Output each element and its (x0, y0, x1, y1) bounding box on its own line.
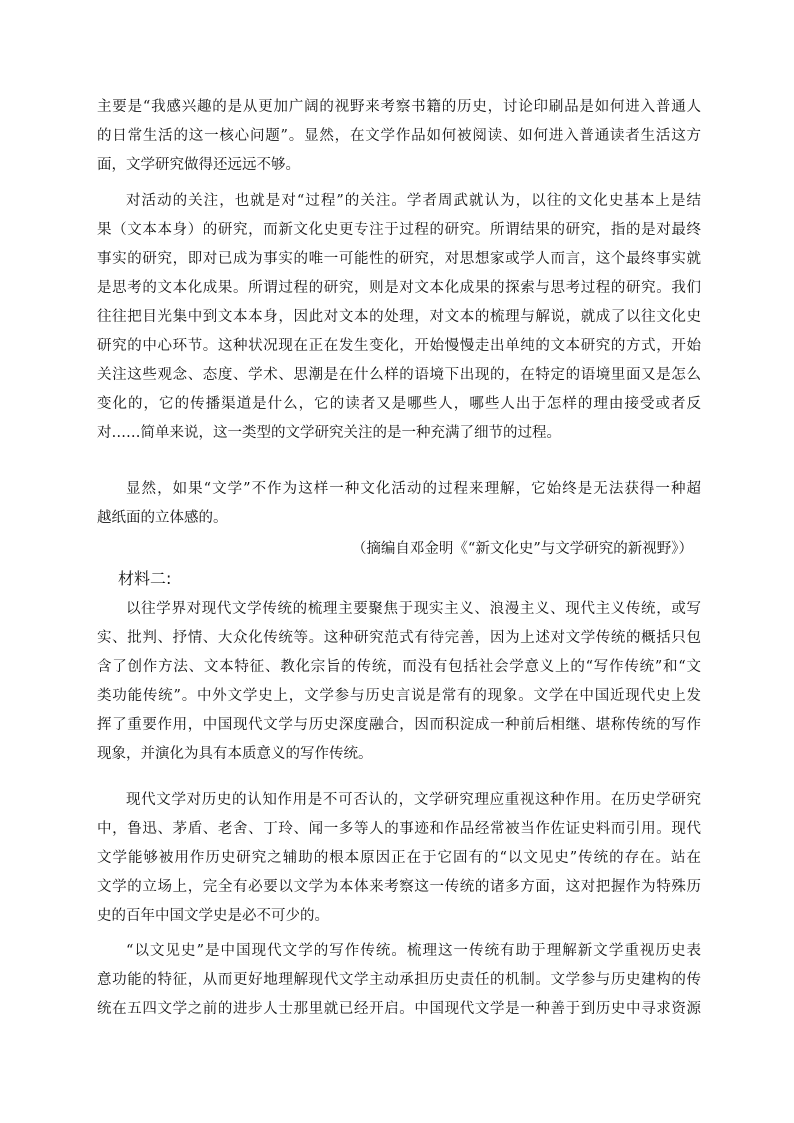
material-one-paragraph-1 (97, 93, 701, 180)
text-line: 面，文学研究做得还远远不够。 (97, 157, 300, 173)
material-one-paragraph-3 (97, 475, 701, 533)
material-two-paragraph-3 (97, 937, 701, 1024)
source-citation: （摘编自邓金明《“新文化史”与文学研究的新视野》） (351, 541, 693, 557)
material-two-paragraph-2 (97, 786, 701, 931)
text-line: 以往学界对现代文学传统的梳理主要聚焦于现实主义、浪漫主义、现代主义传统，或写 (126, 601, 701, 617)
text-line: “以文见史”是中国现代文学的写作传统。梳理这一传统有助于理解新文学重视历史表 (126, 943, 701, 959)
text-line: 文学的立场上，完全有必要以文学为本体来考察这一传统的诸多方面，这对把握作为特殊历 (97, 879, 701, 895)
text-line: 果（文本本身）的研究，而新文化史更专注于过程的研究。所谓结果的研究，指的是对最终 (97, 222, 701, 238)
text-line: 类功能传统”。中外文学史上，文学参与历史言说是常有的现象。文学在中国近现代史上发 (97, 688, 701, 704)
text-line: 文学能够被用作历史研究之辅助的根本原因正在于它固有的“以文见史”传统的存在。站在 (97, 850, 701, 866)
text-line: 对……简单来说，这一类型的文学研究关注的是一种充满了细节的过程。 (97, 425, 561, 441)
text-line: 统在五四文学之前的进步人士那里就已经开启。中国现代文学是一种善于到历史中寻求资源 (97, 1001, 701, 1017)
text-line: 主要是“我感兴趣的是从更加广阔的视野来考察书籍的历史，讨论印刷品是如何进入普通人 (97, 99, 701, 115)
text-line: 意功能的特征，从而更好地理解现代文学主动承担历史责任的机制。文学参与历史建构的传 (97, 972, 701, 988)
text-line: 越纸面的立体感的。 (97, 510, 228, 526)
text-line: 是思考的文本化成果。所谓过程的研究，则是对文本化成果的探索与思考过程的研究。我们 (97, 280, 701, 296)
text-line: 的日常生活的这一核心问题”。显然，在文学作品如何被阅读、如何进入普通读者生活这方 (97, 128, 701, 144)
text-line: 变化的，它的传播渠道是什么，它的读者又是哪些人，哪些人出于怎样的理由接受或者反 (97, 396, 701, 412)
text-line: 往往把目光集中到文本本身，因此对文本的处理，对文本的梳理与解说，就成了以往文化史 (97, 309, 701, 325)
text-line: 关注这些观念、态度、学术、思潮是在什么样的语境下出现的，在特定的语境里面又是怎么 (97, 367, 701, 383)
material-one-paragraph-2 (97, 187, 701, 448)
text-line: 显然，如果“文学”不作为这样一种文化活动的过程来理解，它始终是无法获得一种超 (126, 481, 701, 497)
text-line: 现象，并演化为具有本质意义的写作传统。 (97, 746, 373, 762)
text-line: 中，鲁迅、茅盾、老舍、丁玲、闻一多等人的事迹和作品经常被当作佐证史料而引用。现代 (97, 821, 701, 837)
section-heading: 材料二: (118, 569, 172, 588)
text-line: 实、批判、抒情、大众化传统等。这种研究范式有待完善，因为上述对文学传统的概括只包 (97, 630, 701, 646)
text-line: 对活动的关注，也就是对“过程”的关注。学者周武就认为，以往的文化史基本上是结 (126, 193, 701, 209)
text-line: 史的百年中国文学史是必不可少的。 (97, 908, 329, 924)
text-line: 研究的中心环节。这种状况现在正在发生变化，开始慢慢走出单纯的文本研究的方式，开始 (97, 338, 701, 354)
text-line: 含了创作方法、文本特征、教化宗旨的传统，而没有包括社会学意义上的“写作传统”和“文 (97, 659, 701, 675)
material-two-paragraph-1 (97, 595, 701, 769)
text-line: 现代文学对历史的认知作用是不可否认的，文学研究理应重视这种作用。在历史学研究 (126, 792, 701, 808)
text-line: 事实的研究，即对已成为事实的唯一可能性的研究，对思想家或学人而言，这个最终事实就 (97, 251, 701, 267)
text-line: 挥了重要作用，中国现代文学与历史深度融合，因而积淀成一种前后相继、堪称传统的写作 (97, 717, 701, 733)
